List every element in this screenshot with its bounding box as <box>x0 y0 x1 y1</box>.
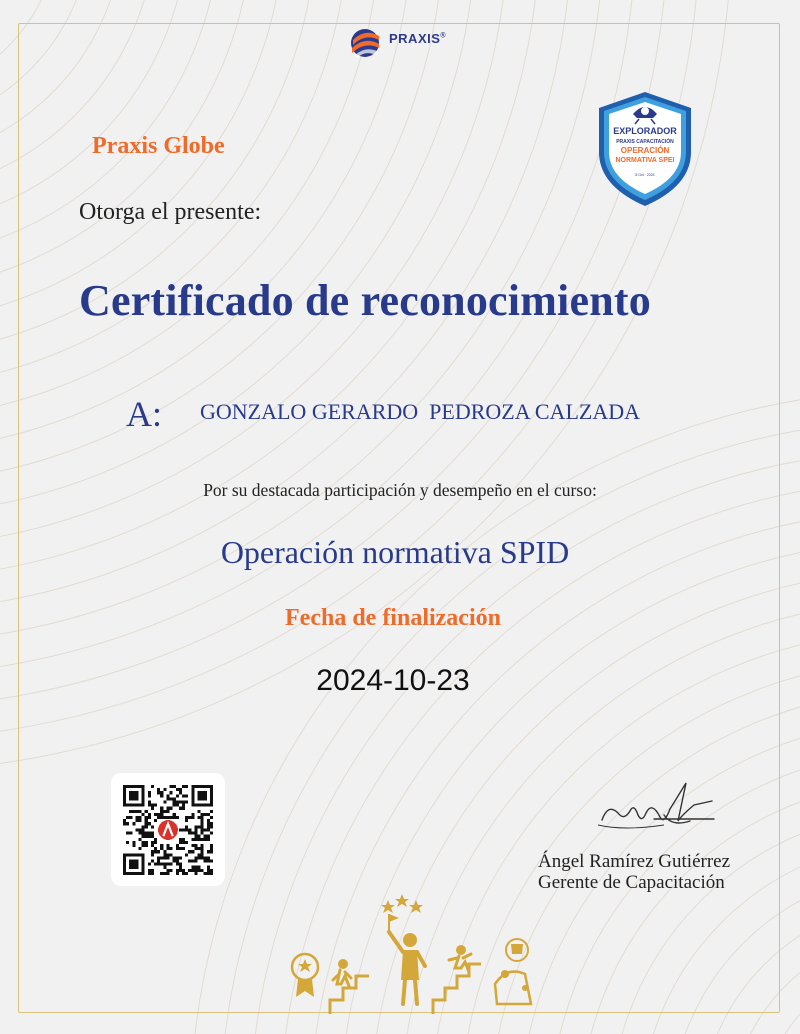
badge-line-1: OPERACIÓN <box>620 146 670 155</box>
organization-name: Praxis Globe <box>92 133 225 159</box>
grant-line: Otorga el presente: <box>79 199 262 225</box>
recipient-name: GONZALO GERARDO PEDROZA CALZADA <box>200 399 640 424</box>
certificate-title: Certificado de reconocimiento <box>79 276 651 325</box>
logo-wordmark: PRAXIS® <box>389 31 447 46</box>
badge-line-2: NORMATIVA SPEI <box>615 157 675 164</box>
recipient-label: A: <box>126 394 162 434</box>
reason-text: Por su destacada participación y desempeño en el curso: <box>203 480 597 500</box>
course-name: Operación normativa SPID <box>220 534 570 570</box>
signature-mark <box>594 775 719 845</box>
badge-title: EXPLORADOR <box>613 126 677 136</box>
completion-date-label: Fecha de finalización <box>285 605 501 631</box>
explorer-badge-icon <box>595 90 695 208</box>
qr-code-card[interactable] <box>111 773 225 886</box>
qr-code-icon[interactable] <box>123 785 213 875</box>
badge-subtitle: PRAXIS CAPACITACIÓN <box>616 139 674 145</box>
completion-date: 2024-10-23 <box>316 664 470 697</box>
signer-name: Ángel Ramírez Gutiérrez <box>538 851 731 872</box>
signer-role: Gerente de Capacitación <box>538 872 725 893</box>
achievement-illustration-icon <box>285 892 545 1017</box>
badge-footer: 8 Oct · 2024 <box>635 173 655 177</box>
